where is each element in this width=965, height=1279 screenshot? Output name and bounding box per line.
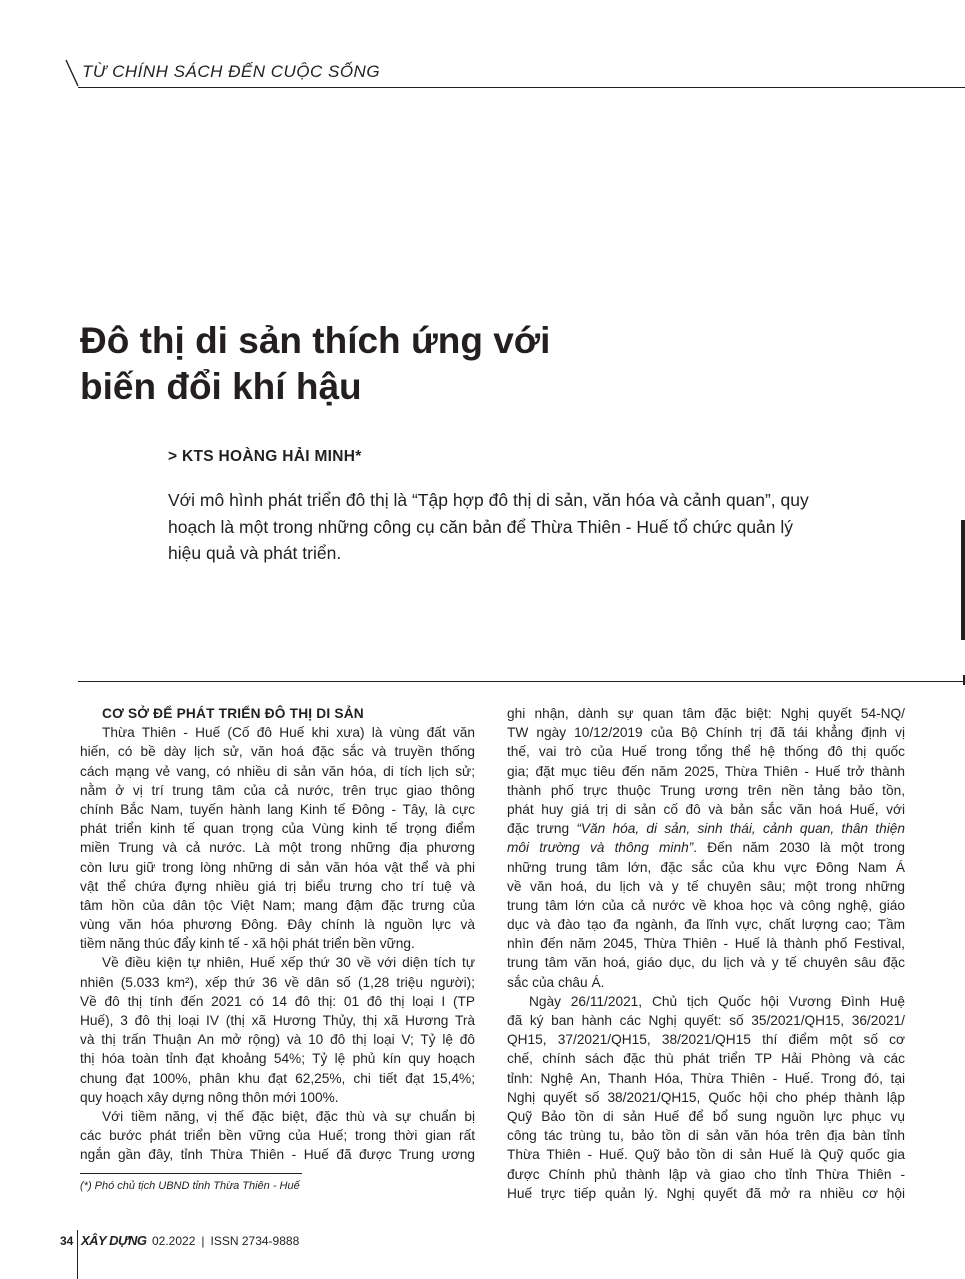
- body-line: nhiên (5.033 km²), xếp thứ 36 về dân số (1,28 triệu người);: [80, 974, 475, 990]
- lead-line: hoạch là một trong những công cụ căn bản để Thừa Thiên - Huế tổ chức quản lý: [168, 516, 794, 537]
- header-rule: [78, 87, 965, 88]
- body-line: Thừa Thiên - Huế (Cố đô Huế khi xưa) là vùng đất văn: [102, 725, 475, 741]
- section-label: TỪ CHÍNH SÁCH ĐẾN CUỘC SỐNG: [82, 62, 381, 81]
- body-line: chế, chính sách đặc thù phát triển TP Hải Phòng và các: [507, 1051, 905, 1067]
- body-line: thị hóa toàn tỉnh đạt khoảng 54%; Tỷ lệ phủ kín quy hoạch: [80, 1051, 475, 1067]
- lead-line: hiệu quả và phát triển.: [168, 543, 342, 563]
- body-line: Ngày 26/11/2021, Chủ tịch Quốc hội Vương Đình Huệ: [529, 993, 905, 1009]
- body-line: thành phố trực thuộc Trung ương trên nền tảng bảo tồn,: [507, 782, 905, 798]
- header-slash-mark: [60, 58, 82, 88]
- body-line: Về điều kiện tự nhiên, Huế xếp thứ 30 về với diện tích tự: [102, 955, 475, 971]
- title-line: biến đổi khí hậu: [80, 366, 362, 407]
- body-line: các bước phát triển bền vững của Huế; trong thời gian rất: [80, 1128, 475, 1144]
- body-line: hiến, có bề dày lịch sử, văn hoá đặc sắc và truyền thống: [80, 744, 475, 760]
- body-line: nhìn đến năm 2045, Thừa Thiên - Huế là thành phố Festival,: [507, 936, 905, 952]
- body-line: QH15, 37/2021/QH15, 38/2021/QH15 thí điểm một số cơ: [507, 1032, 905, 1048]
- footnote-rule: [80, 1173, 302, 1174]
- body-line: phát triển kinh tế quan trọng của Vùng kinh tế trọng điểm: [80, 821, 475, 837]
- body-line: Nghị quyết số 38/2021/QH15, Quốc hội cho phép thành lập: [507, 1089, 905, 1105]
- body-line: ngắn gần đây, tỉnh Thừa Thiên - Huế đã được Trung ương: [80, 1147, 475, 1163]
- body-line: Với tiềm năng, vị thế đặc biệt, đặc thù và sự chuẩn bị: [102, 1108, 475, 1124]
- issn: ISSN 2734-9888: [210, 1234, 300, 1248]
- body-line: phát huy giá trị di sản cố đô và bản sắc văn hoá Huế, với: [507, 801, 905, 817]
- body-line: chung đạt 100%, phân khu đạt 62,25%, chi tiết đạt 15,4%;: [80, 1070, 475, 1086]
- quote-italic: môi trường và thông minh”: [507, 840, 694, 856]
- footer-divider: [77, 1230, 78, 1279]
- article-title: [80, 318, 640, 410]
- body-line: những trung tâm lớn, đặc sắc của khu vực Đông Nam Á: [507, 859, 905, 875]
- body-line: môi trường và thông minh”. Đến năm 2030 là một trong: [507, 840, 905, 856]
- body-line: thế, vai trò của Huế trong tổng thể hệ thống đô thị quốc: [507, 744, 905, 760]
- lead-line: Với mô hình phát triển đô thị là “Tập hợp đô thị di sản, văn hóa và cảnh quan”, quy: [168, 490, 809, 510]
- body-line: sắc của châu Á.: [507, 974, 605, 990]
- body-line: dục và đào tạo đa ngành, đa lĩnh vực, chất lượng cao; Tầm: [507, 917, 905, 933]
- body-line: đặc trưng “Văn hóa, di sản, sinh thái, cảnh quan, thân thiện: [507, 821, 905, 837]
- body-line: TW ngày 10/12/2019 của Bộ Chính trị đã tái khẳng định vị: [507, 725, 905, 741]
- body-line: Huế), 3 đô thị loại IV (thị xã Hương Thủy, thị xã Hương Trà: [80, 1013, 475, 1028]
- page-edge-marker: [961, 520, 965, 640]
- issue-date: 02.2022: [152, 1234, 196, 1248]
- author-byline: > KTS HOÀNG HẢI MINH*: [168, 448, 362, 465]
- body-line: gia; đặt mục tiêu đến năm 2025, Thừa Thiên - Huế trở thành: [507, 763, 905, 779]
- body-line: vật thể chứa đựng nhiều giá trị biểu trưng cho trí tuệ và: [80, 878, 475, 894]
- body-line: quy hoạch xây dựng nông thôn mới 100%.: [80, 1089, 339, 1105]
- body-line: trung tâm văn hoá, giáo dục, du lịch và y tế chuyên sâu đặc: [507, 955, 905, 971]
- section-heading: CƠ SỞ ĐỂ PHÁT TRIỂN ĐÔ THỊ DI SẢN: [102, 706, 364, 721]
- body-column-right: [507, 704, 905, 1203]
- issue-info: [152, 1234, 299, 1248]
- body-line: tiềm năng thúc đẩy kinh tế - xã hội phát triển bền vững.: [80, 936, 415, 952]
- lead-paragraph: [168, 487, 888, 567]
- body-line: được Chính phủ thành lập và giao cho tỉnh Thừa Thiên -: [507, 1166, 905, 1182]
- body-line: tâm hồn của dân tộc Việt Nam; mang đậm đặc trưng của: [80, 897, 475, 913]
- body-line: đã ký ban hành các Nghị quyết: số 35/2021/QH15, 36/2021/: [507, 1013, 905, 1028]
- body-column-left: [80, 704, 475, 1165]
- magazine-logo: XÂY DỰNG: [81, 1233, 147, 1248]
- body-line: ghi nhận, dành sự quan tâm đặc biệt: Nghị quyết 54-NQ/: [507, 706, 905, 721]
- body-line: chính Bắc Nam, tuyến hành lang Kinh tế Đông - Tây, là cực: [80, 801, 475, 817]
- page-number: 34: [60, 1234, 74, 1248]
- body-line: Huế trực tiếp quản lý. Nghị quyết đã mở ra nhiều cơ hội: [507, 1185, 905, 1201]
- body-line: nằm ở vị trí trung tâm của cả nước, trên trục giao thông: [80, 782, 475, 798]
- title-line: Đô thị di sản thích ứng với: [80, 320, 551, 361]
- body-line: trung tâm lớn của cả nước về khoa học và công nghệ, giáo: [507, 897, 905, 913]
- body-line: cách mạng vẻ vang, có nhiều di sản văn hóa, di tích lịch sử;: [80, 763, 475, 779]
- body-line: miền Trung và cả nước. Là một trong những địa phương: [80, 840, 475, 856]
- issue-separator: |: [201, 1234, 205, 1248]
- body-line: về văn hoá, du lịch và y tế chuyên sâu; một trong những: [507, 878, 905, 894]
- body-line: và thị trấn Thuận An mở rộng) và 10 đô thị loại V; Tỷ lệ đô: [80, 1032, 475, 1048]
- body-line: tỉnh: Nghệ An, Thanh Hóa, Thừa Thiên - Huế. Trong đó, tại: [507, 1070, 905, 1086]
- footnote: (*) Phó chủ tịch UBND tỉnh Thừa Thiên - Huế: [80, 1180, 300, 1192]
- body-line: Về đô thị tính đến 2021 có 14 đô thị: 01 đô thị loại I (TP: [80, 993, 475, 1009]
- body-line: vùng văn hóa phương Đông. Đây chính là nguồn lực và: [80, 917, 475, 933]
- body-line: còn lưu giữ trong lòng những di sản văn hóa vật thể và phi: [80, 859, 475, 875]
- quote-italic: “Văn hóa, di sản, sinh thái, cảnh quan, thân thiện: [576, 821, 905, 837]
- body-line: công tác trùng tu, bảo tồn di sản văn hóa trên địa bàn tỉnh: [507, 1128, 905, 1144]
- body-line: Thừa Thiên - Huế. Quỹ bảo tồn di sản Huế là Quỹ quốc gia: [507, 1147, 905, 1163]
- body-top-rule: [78, 681, 965, 682]
- body-line: Quỹ Bảo tồn di sản Huế để bổ sung nguồn lực phục vụ: [507, 1108, 905, 1124]
